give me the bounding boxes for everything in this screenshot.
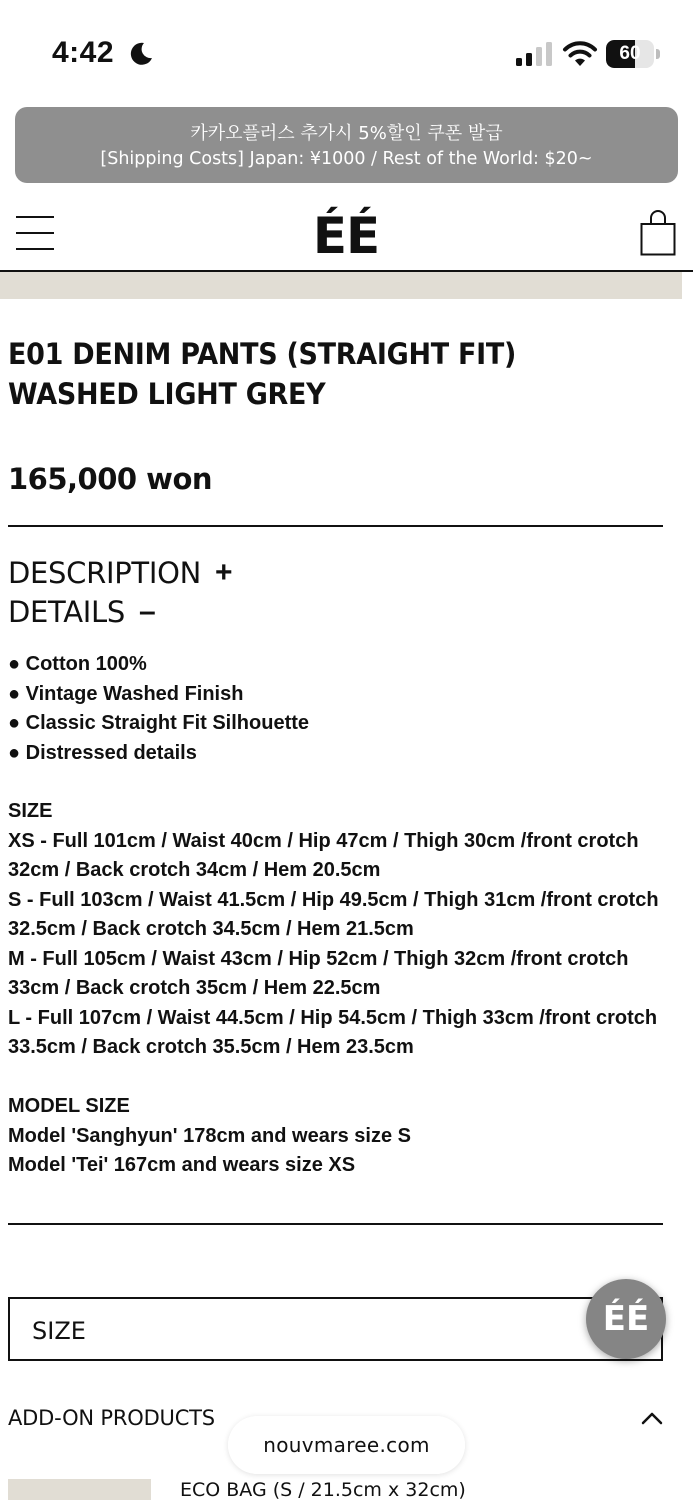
floating-logo-button[interactable]: ÉÉ: [586, 1279, 666, 1359]
price-divider: [8, 525, 663, 527]
list-item: ● Distressed details: [8, 741, 197, 764]
announcement-banner[interactable]: [15, 107, 678, 183]
addon-title: ADD-ON PRODUCTS: [8, 1406, 215, 1430]
list-item: ● Cotton 100%: [8, 653, 147, 675]
model-size-info: [8, 1092, 411, 1181]
details-label: DETAILS: [8, 595, 125, 629]
wifi-icon: [562, 40, 598, 68]
site-logo[interactable]: ÉÉ: [312, 207, 380, 265]
details-divider: [8, 1223, 663, 1225]
model-row: Model 'Sanghyun' 178cm and wears size S: [8, 1124, 411, 1147]
size-heading: SIZE: [8, 800, 53, 822]
description-toggle[interactable]: [8, 555, 233, 591]
addon-item-name[interactable]: ECO BAG (S / 21.5cm x 32cm): [180, 1479, 466, 1500]
size-row-s: S - Full 103cm / Waist 41.5cm / Hip 49.5cm / Thigh 31cm /front crotch 32.5cm / Back crotch 34.5cm / Hem 21.5cm: [8, 888, 659, 940]
battery-level: 60: [619, 43, 641, 64]
size-select[interactable]: [8, 1297, 663, 1361]
browser-url-bar[interactable]: nouvmaree.com: [228, 1416, 465, 1474]
product-title-line2: WASHED LIGHT GREY: [8, 377, 326, 411]
shopping-bag-icon[interactable]: [640, 210, 676, 256]
banner-shipping-text: [Shipping Costs] Japan: ¥1000 / Rest of the World: $20~: [100, 149, 593, 169]
size-chart: [8, 797, 668, 1063]
list-item: ● Vintage Washed Finish: [8, 682, 244, 705]
product-title-line1: E01 DENIM PANTS (STRAIGHT FIT): [8, 337, 517, 371]
moon-icon: [126, 40, 154, 68]
list-item: ● Classic Straight Fit Silhouette: [8, 712, 310, 734]
signal-icon: [516, 42, 554, 66]
plus-icon: +: [215, 556, 233, 589]
product-title: [8, 334, 622, 414]
minus-icon: –: [138, 595, 156, 628]
size-select-label: SIZE: [32, 1317, 86, 1345]
status-time: 4:42: [52, 36, 115, 69]
details-bullets: [8, 650, 309, 768]
chevron-up-icon[interactable]: [640, 1408, 664, 1428]
banner-coupon-text: 카카오플러스 추가시 5%할인 쿠폰 발급: [190, 123, 503, 144]
size-row-m: M - Full 105cm / Waist 43cm / Hip 52cm / Thigh 32cm /front crotch 33cm / Back crotch 35cm / Hem 22.5cm: [8, 947, 629, 999]
product-image-edge: [0, 272, 682, 299]
status-bar: [0, 0, 693, 100]
description-label: DESCRIPTION: [8, 556, 201, 590]
menu-icon[interactable]: [16, 214, 54, 252]
size-row-xs: XS - Full 101cm / Waist 40cm / Hip 47cm / Thigh 30cm /front crotch 32cm / Back crotch 34cm / Hem 20.5cm: [8, 829, 639, 881]
model-size-heading: MODEL SIZE: [8, 1095, 130, 1117]
size-row-l: L - Full 107cm / Waist 44.5cm / Hip 54.5cm / Thigh 33cm /front crotch 33.5cm / Back crotch 35.5cm / Hem 23.5cm: [8, 1006, 658, 1058]
model-row: Model 'Tei' 167cm and wears size XS: [8, 1154, 356, 1176]
addon-item-thumbnail[interactable]: [8, 1479, 151, 1500]
battery-icon: [606, 40, 660, 68]
details-toggle[interactable]: [8, 594, 156, 630]
product-price: 165,000 won: [8, 462, 213, 496]
